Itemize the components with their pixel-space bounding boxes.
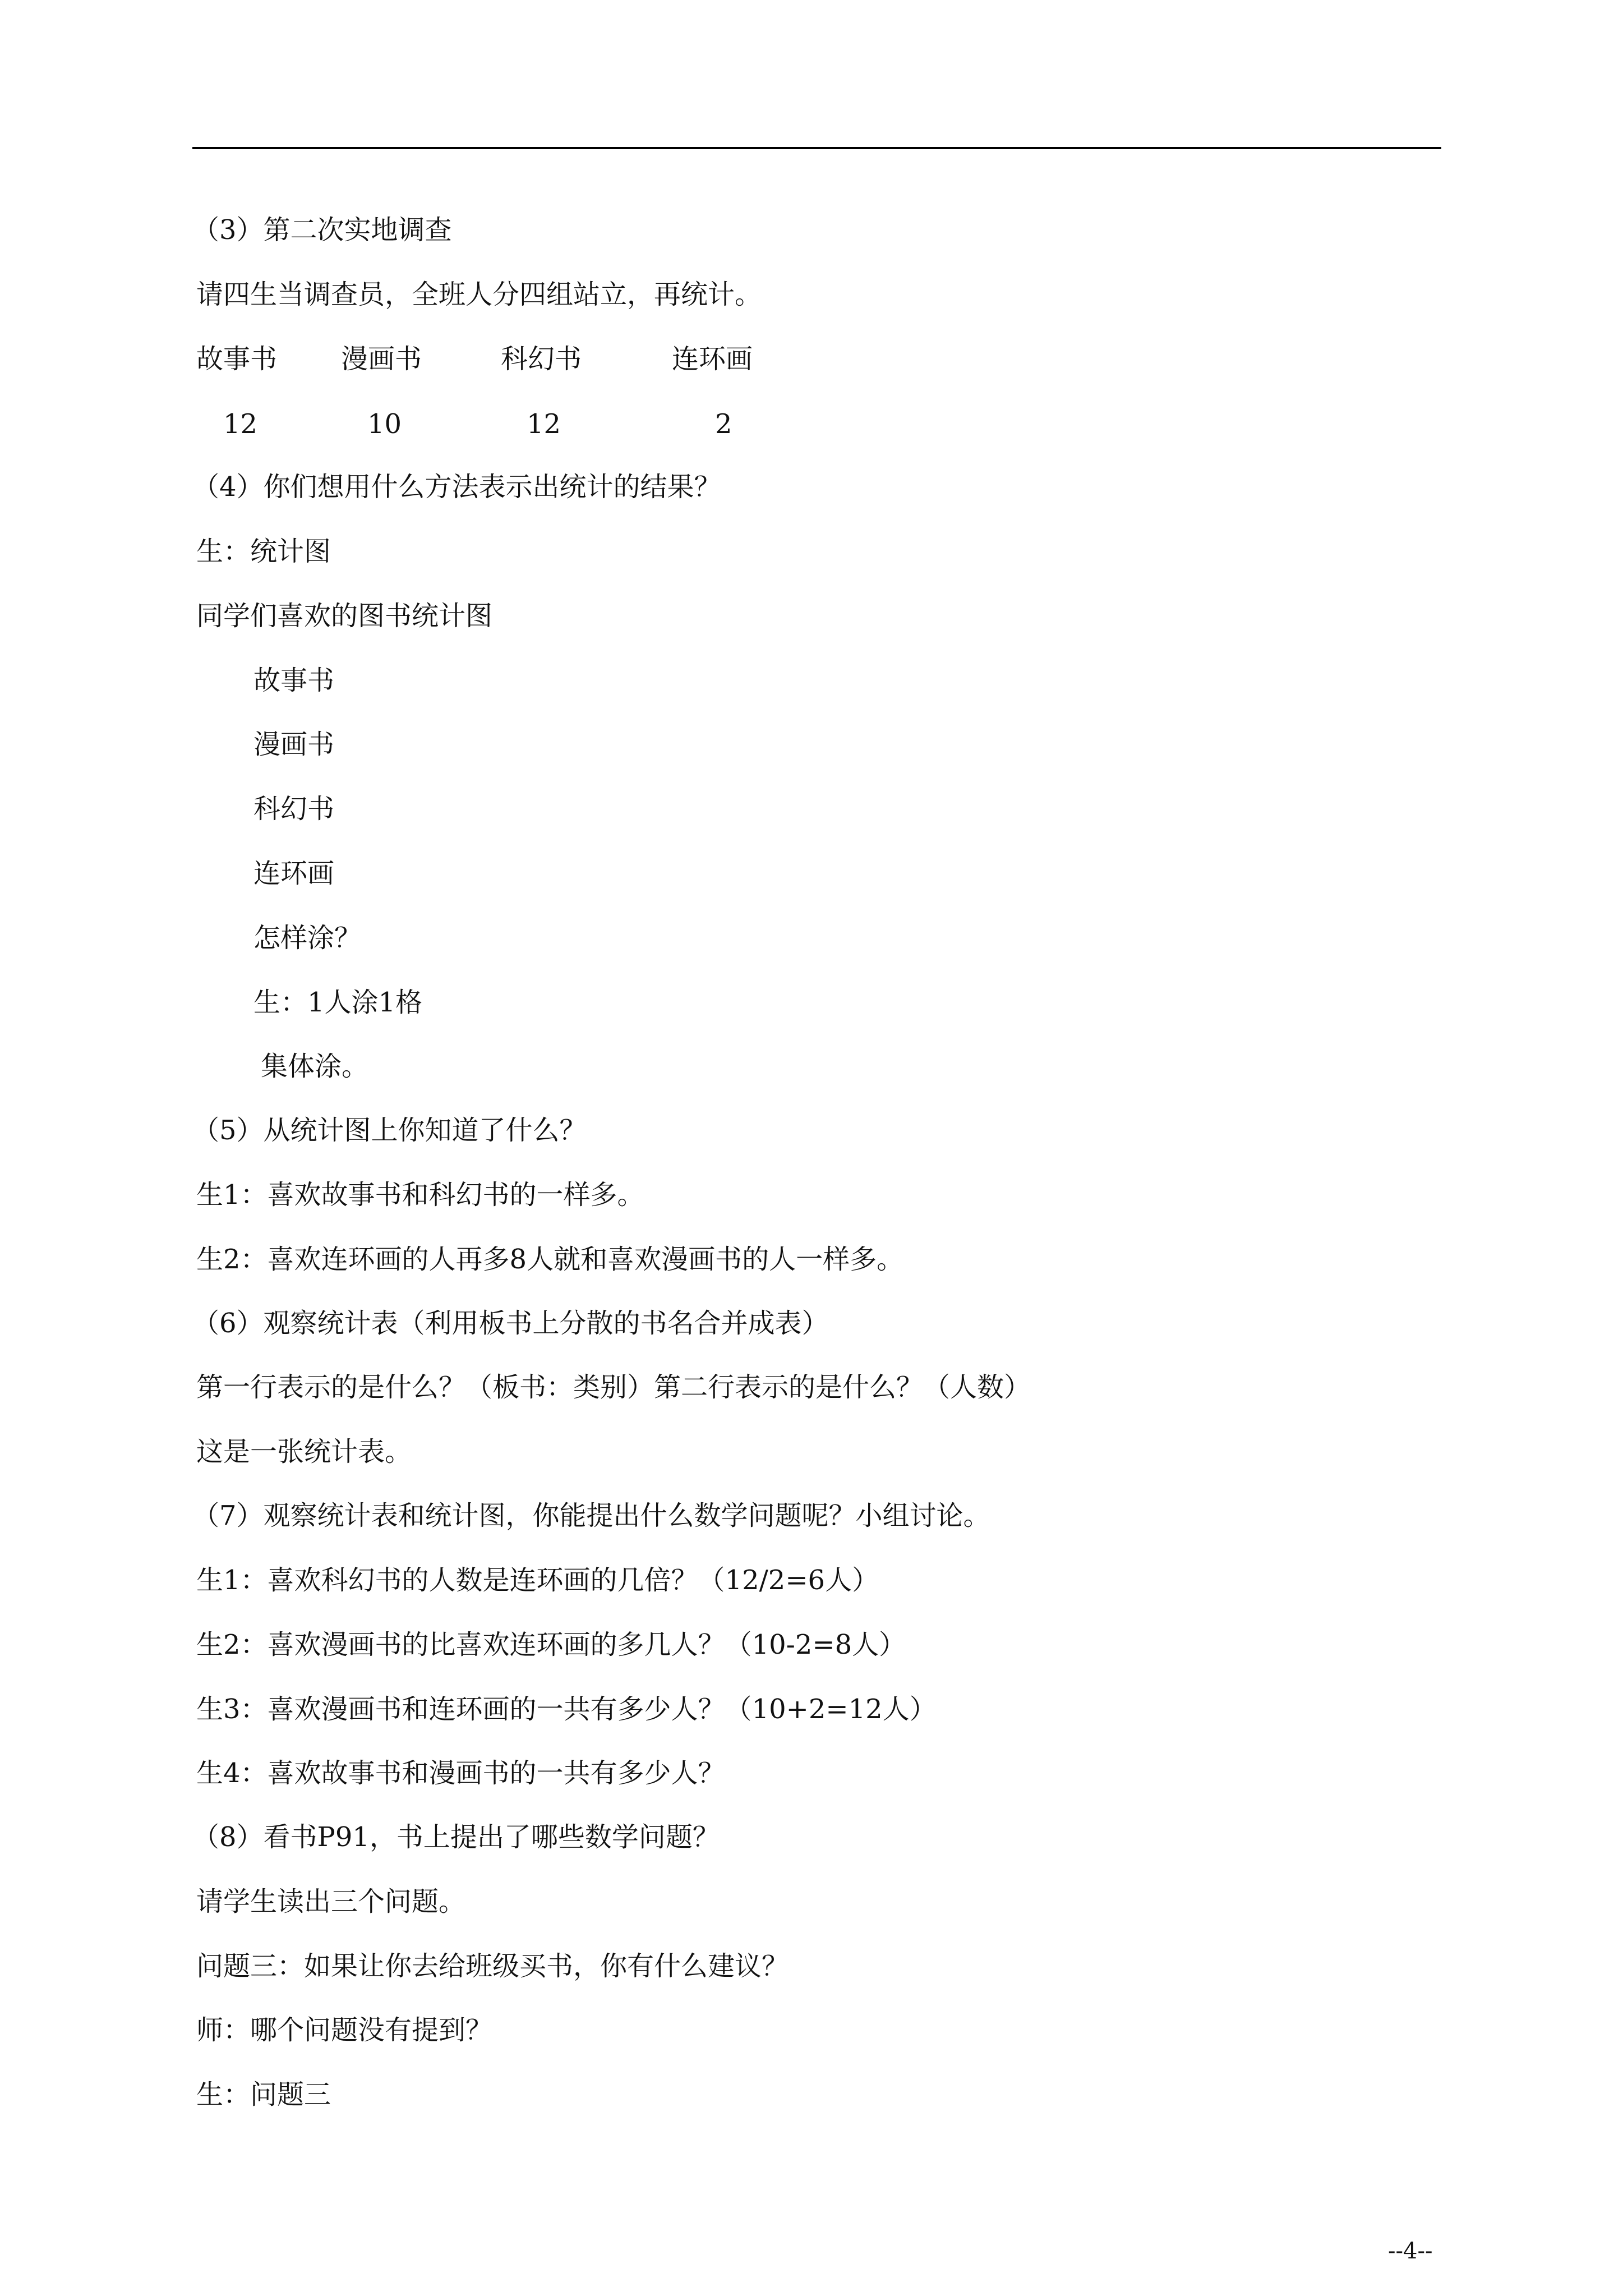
student-4-question: 生4：喜欢故事书和漫画书的一共有多少人？ — [196, 1757, 725, 1789]
teacher-question: 师：哪个问题没有提到？ — [196, 2014, 493, 2046]
student-1-question: 生1：喜欢科幻书的人数是连环画的几倍？（12/2=6人） — [196, 1565, 879, 1596]
table-count-scifi: 12 — [527, 408, 561, 440]
student-answer-question-three: 生：问题三 — [196, 2079, 331, 2110]
heading-question-6: （6）观察统计表（利用板书上分散的书名合并成表） — [192, 1308, 829, 1339]
heading-question-7: （7）观察统计表和统计图，你能提出什么数学问题呢？小组讨论。 — [192, 1500, 990, 1531]
heading-question-4: （4）你们想用什么方法表示出统计的结果？ — [192, 471, 721, 503]
table-count-story: 12 — [223, 408, 258, 440]
header-rule — [192, 147, 1441, 149]
heading-question-5: （5）从统计图上你知道了什么？ — [192, 1115, 587, 1146]
answer-one-per-cell: 生：1人涂1格 — [253, 987, 423, 1018]
table-category-story: 故事书 — [196, 343, 278, 375]
table-count-picture-story: 2 — [715, 408, 732, 440]
chart-label-scifi: 科幻书 — [253, 793, 335, 825]
question-how-to-color: 怎样涂？ — [253, 922, 362, 954]
note-group-coloring: 集体涂。 — [261, 1051, 369, 1082]
student-2-question: 生2：喜欢漫画书的比喜欢连环画的多几人？（10-2=8人） — [196, 1629, 906, 1660]
chart-title: 同学们喜欢的图书统计图 — [196, 600, 493, 632]
answer-statistics-chart: 生：统计图 — [196, 536, 331, 567]
student-1-answer: 生1：喜欢故事书和科幻书的一样多。 — [196, 1179, 644, 1211]
table-category-picture-story: 连环画 — [672, 343, 753, 375]
paragraph-table-rows: 第一行表示的是什么？（板书：类别）第二行表示的是什么？（人数） — [196, 1372, 1031, 1403]
table-category-scifi: 科幻书 — [501, 343, 582, 375]
page-number: --4-- — [1388, 2238, 1433, 2264]
student-2-answer: 生2：喜欢连环画的人再多8人就和喜欢漫画书的人一样多。 — [196, 1244, 904, 1275]
paragraph-survey-instructions: 请四生当调查员，全班人分四组站立，再统计。 — [196, 279, 762, 310]
paragraph-question-three: 问题三：如果让你去给班级买书，你有什么建议？ — [196, 1950, 789, 1982]
student-3-question: 生3：喜欢漫画书和连环画的一共有多少人？（10+2=12人） — [196, 1694, 937, 1725]
table-count-comic: 10 — [367, 408, 402, 440]
chart-label-comic: 漫画书 — [253, 729, 335, 760]
paragraph-read-three-questions: 请学生读出三个问题。 — [196, 1886, 466, 1917]
heading-question-8: （8）看书P91，书上提出了哪些数学问题？ — [192, 1821, 720, 1853]
chart-label-picture-story: 连环画 — [253, 858, 335, 889]
table-category-comic: 漫画书 — [341, 343, 422, 375]
chart-label-story: 故事书 — [253, 665, 335, 696]
paragraph-this-is-table: 这是一张统计表。 — [196, 1436, 412, 1467]
heading-survey-2: （3）第二次实地调查 — [192, 214, 452, 246]
